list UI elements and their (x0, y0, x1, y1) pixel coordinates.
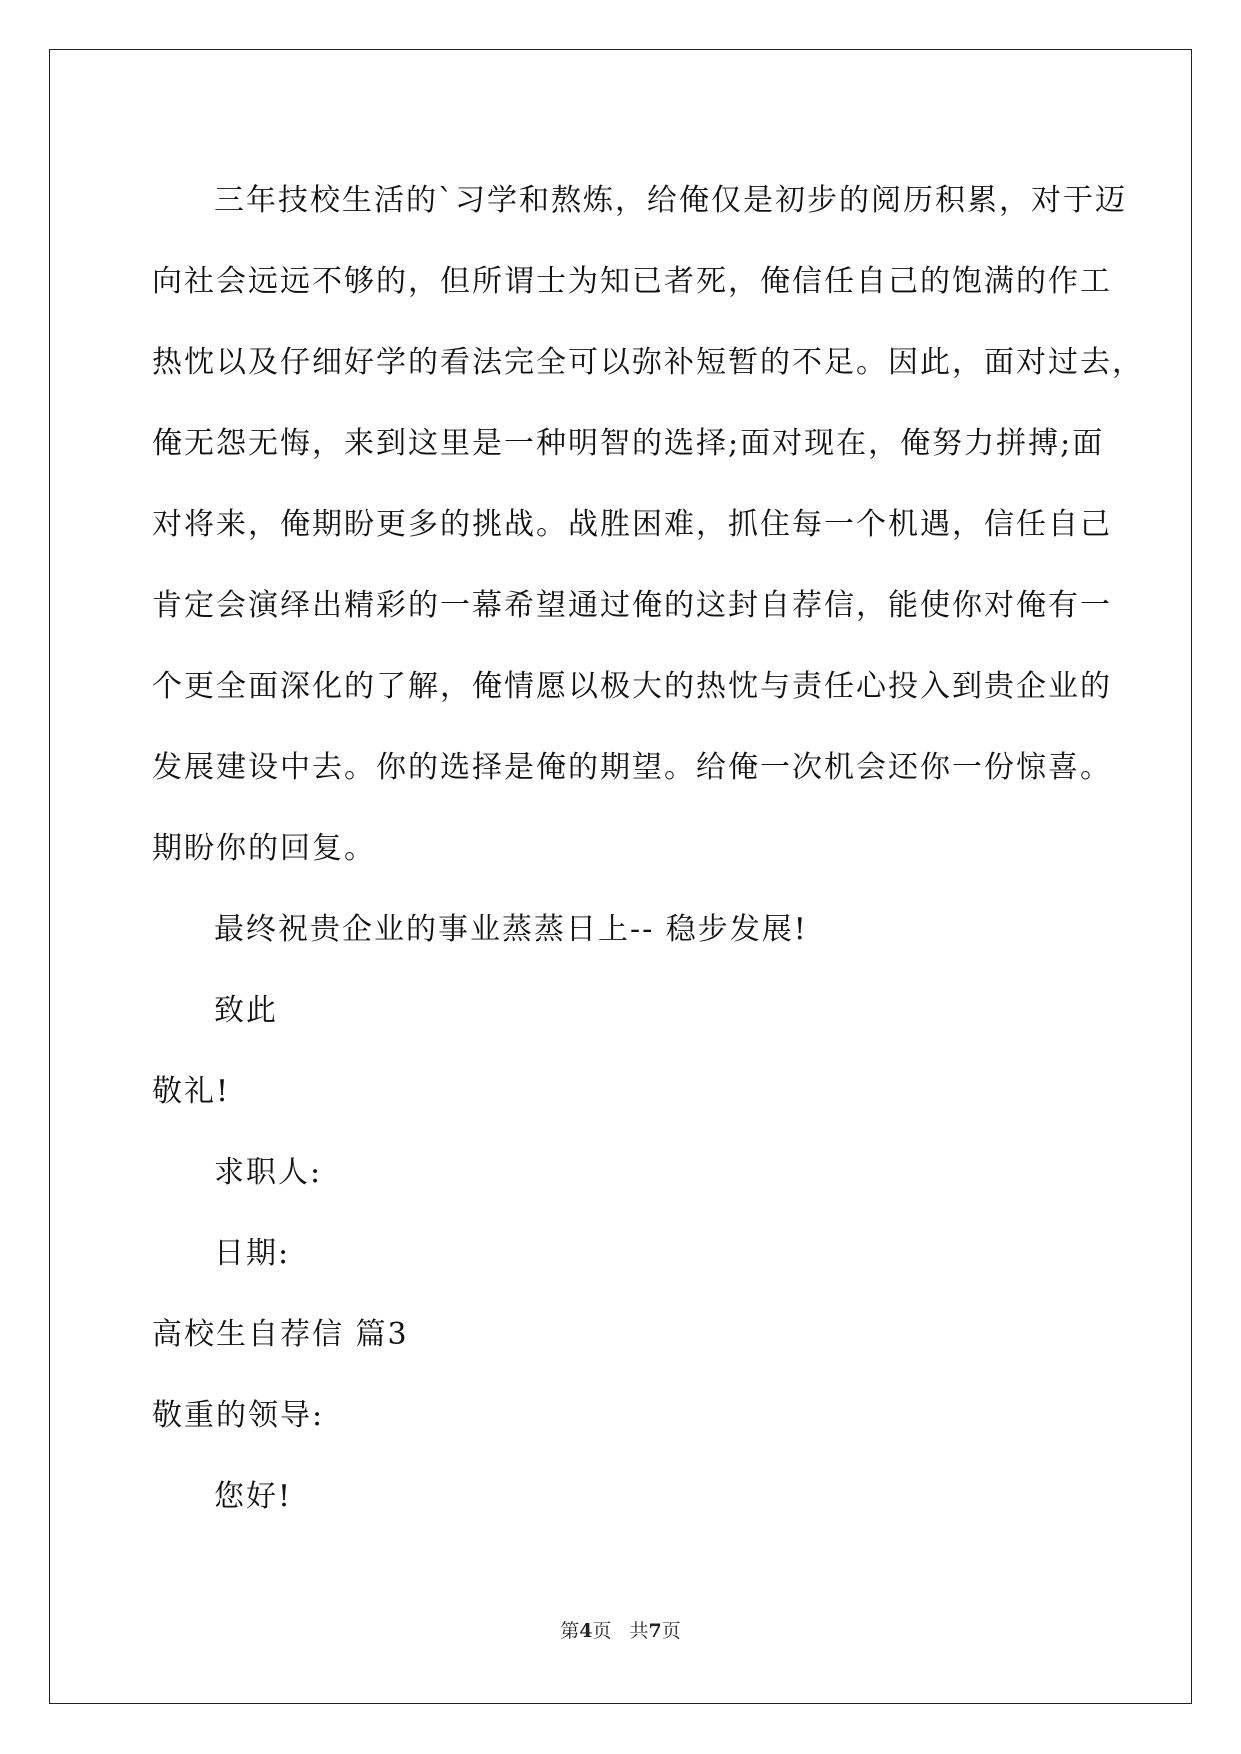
paragraph-line: 俺无怨无悔，来到这里是一种明智的选择;面对现在，俺努力拼搏;面 (152, 426, 1105, 461)
total-pages: 7 (648, 1620, 662, 1642)
total-prefix: 共 (629, 1620, 649, 1642)
main-paragraph (152, 160, 1144, 889)
paragraph-line: 期盼你的回复。 (152, 831, 376, 866)
paragraph-line: 向社会远远不够的，但所谓士为知已者死，俺信任自己的饱满的作工 (152, 264, 1112, 299)
paragraph-line: 热忱以及仔细好学的看法完全可以弥补短暂的不足。因此，面对过去， (152, 345, 1144, 380)
page-number: 4 (579, 1620, 593, 1642)
paragraph-line: 个更全面深化的了解，俺情愿以极大的热忱与责任心投入到贵企业的 (152, 669, 1112, 704)
paragraph-line: 三年技校生活的`习学和熬炼，给俺仅是初步的阅历积累，对于迈 (214, 183, 1127, 218)
paragraph-line: 发展建设中去。你的选择是俺的期望。给俺一次机会还你一份惊喜。 (152, 750, 1112, 785)
closing-wish: 最终祝贵企业的事业蒸蒸日上-- 稳步发展! (214, 912, 808, 947)
section-title: 高校生自荐信 篇3 (152, 1317, 409, 1352)
salute: 敬礼! (152, 1074, 231, 1109)
paragraph-line: 肯定会演绎出精彩的一幕希望通过俺的这封自荐信，能使你对俺有一 (152, 588, 1112, 623)
applicant-label: 求职人: (214, 1155, 323, 1190)
closing-phrase: 致此 (214, 993, 278, 1028)
salutation: 敬重的领导: (152, 1398, 325, 1433)
letter-body (152, 160, 1144, 1537)
date-label: 日期: (214, 1236, 291, 1271)
greeting: 您好! (214, 1479, 293, 1514)
paragraph-line: 对将来，俺期盼更多的挑战。战胜困难，抓住每一个机遇，信任自己 (152, 507, 1112, 542)
page-prefix: 第 (560, 1620, 580, 1642)
page-footer (0, 1616, 1241, 1643)
page-suffix: 页 (592, 1620, 612, 1642)
total-suffix: 页 (661, 1620, 681, 1642)
